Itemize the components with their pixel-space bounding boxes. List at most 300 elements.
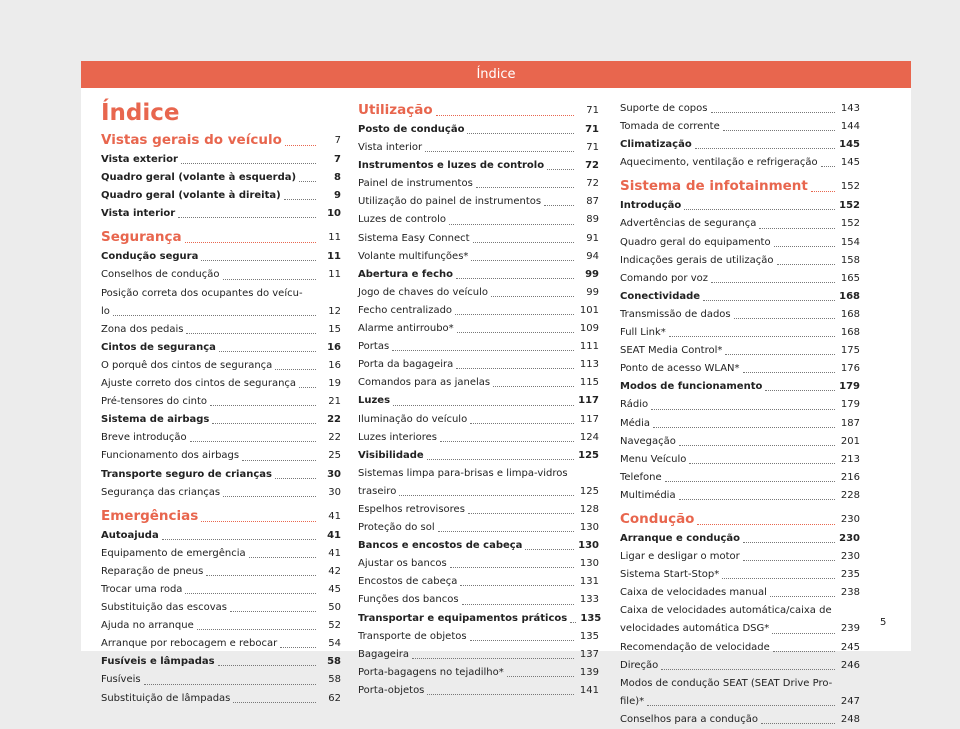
toc-entry[interactable]	[358, 157, 599, 175]
toc-entry-label: velocidades automática DSG*	[620, 623, 770, 635]
toc-entry[interactable]	[101, 527, 341, 545]
toc-entry-page: 144	[840, 121, 860, 133]
toc-entry-label: Porta-bagagens no tejadilho*	[358, 666, 504, 678]
toc-entry[interactable]	[620, 415, 860, 433]
dot-leader	[223, 279, 317, 280]
dot-leader	[711, 282, 835, 283]
dot-leader	[491, 296, 574, 297]
toc-entry-page: 42	[328, 565, 341, 577]
toc-entry-label: Modos de funcionamento	[620, 381, 763, 393]
toc-entry[interactable]	[620, 657, 860, 675]
toc-entry[interactable]	[620, 118, 860, 136]
toc-entry[interactable]	[358, 411, 599, 429]
toc-entry-label: Quadro geral do equipamento	[620, 236, 771, 248]
toc-entry[interactable]	[358, 519, 599, 537]
dot-leader	[703, 300, 835, 301]
toc-entry-label: Conectividade	[620, 290, 701, 302]
toc-entry[interactable]	[101, 169, 341, 187]
dot-leader	[773, 651, 835, 652]
header-banner: Índice	[81, 61, 911, 88]
toc-entry[interactable]	[358, 338, 599, 356]
toc-entry[interactable]	[620, 342, 860, 360]
toc-entry-label: Segurança das crianças	[101, 486, 221, 498]
toc-entry[interactable]	[620, 711, 860, 729]
toc-entry-label: Bagageira	[358, 648, 409, 660]
dot-leader	[679, 499, 835, 500]
dot-leader	[821, 166, 835, 167]
toc-entry-label: Breve introdução	[101, 432, 187, 444]
toc-entry-page: 130	[578, 540, 599, 552]
toc-entry[interactable]	[620, 100, 860, 118]
toc-entry-label: Zona dos pedais	[101, 323, 184, 335]
dot-leader	[201, 521, 316, 522]
toc-entry[interactable]	[101, 248, 341, 266]
toc-entry-page: 117	[578, 395, 599, 407]
toc-entry-label: Telefone	[620, 471, 662, 483]
dot-leader	[695, 148, 835, 149]
toc-entry[interactable]	[358, 483, 599, 501]
toc-entry[interactable]	[358, 193, 599, 211]
toc-entry-label: Transporte de objetos	[358, 630, 467, 642]
toc-entry-page: 187	[840, 417, 860, 429]
toc-entry-label: traseiro	[358, 485, 397, 497]
toc-entry[interactable]	[620, 154, 860, 172]
dot-leader	[811, 191, 835, 192]
toc-entry-line: Sistemas limpa para-brisas e limpa-vidros	[358, 467, 568, 479]
toc-entry-label: Utilização	[358, 102, 433, 118]
toc-entry[interactable]	[101, 617, 341, 635]
toc-entry[interactable]	[101, 690, 341, 708]
dot-leader	[772, 633, 835, 634]
toc-entry-page: 141	[579, 684, 599, 696]
toc-entry[interactable]	[358, 628, 599, 646]
dot-leader	[669, 336, 835, 337]
dot-leader	[285, 145, 316, 146]
toc-entry[interactable]	[358, 664, 599, 682]
toc-entry-label: Condução segura	[101, 251, 199, 263]
toc-entry[interactable]	[101, 447, 341, 465]
toc-entry[interactable]	[358, 302, 599, 320]
toc-entry-label: Indicações gerais de utilização	[620, 254, 774, 266]
dot-leader	[392, 350, 574, 351]
toc-entry-page: 11	[328, 232, 341, 244]
toc-entry[interactable]	[358, 248, 599, 266]
toc-entry-label: Caixa de velocidades manual	[620, 587, 767, 599]
toc-entry[interactable]	[101, 393, 341, 411]
toc-entry-label: Porta-objetos	[358, 684, 425, 696]
toc-section-heading[interactable]	[358, 100, 599, 121]
toc-entry-label: Substituição de lâmpadas	[101, 692, 231, 704]
toc-entry[interactable]	[101, 321, 341, 339]
toc-entry-page: 130	[579, 558, 599, 570]
dot-leader	[440, 441, 574, 442]
toc-entry[interactable]	[358, 284, 599, 302]
toc-entry[interactable]	[358, 555, 599, 573]
toc-entry-page: 16	[327, 341, 341, 353]
toc-entry[interactable]	[358, 211, 599, 229]
dot-leader	[181, 163, 316, 164]
dot-leader	[665, 481, 835, 482]
toc-entry-label: Média	[620, 417, 651, 429]
toc-entry-label: Luzes	[358, 395, 391, 407]
dot-leader	[777, 264, 836, 265]
toc-entry[interactable]	[101, 375, 341, 393]
toc-entry-page: 9	[334, 190, 341, 202]
dot-leader	[722, 578, 835, 579]
toc-entry[interactable]	[101, 581, 341, 599]
toc-entry[interactable]	[620, 639, 860, 657]
toc-entry-label: Introdução	[620, 200, 682, 212]
toc-entry[interactable]	[101, 411, 341, 429]
toc-entry[interactable]	[620, 360, 860, 378]
toc-entry[interactable]	[358, 266, 599, 284]
toc-section-heading[interactable]	[101, 227, 341, 248]
toc-entry-page: 228	[840, 489, 860, 501]
toc-entry-label: Equipamento de emergência	[101, 547, 246, 559]
toc-entry-label: Conselhos de condução	[101, 269, 220, 281]
toc-entry[interactable]	[620, 469, 860, 487]
dot-leader	[275, 478, 316, 479]
toc-entry-label: Luzes interiores	[358, 431, 437, 443]
toc-entry-page: 62	[328, 692, 341, 704]
toc-entry-label: Portas	[358, 341, 390, 353]
toc-entry-label: file)*	[620, 695, 645, 707]
toc-entry-page: 52	[328, 620, 341, 632]
page-title: Índice	[101, 100, 180, 126]
dot-leader	[275, 369, 316, 370]
toc-entry-page: 111	[579, 341, 599, 353]
toc-entry[interactable]	[101, 187, 341, 205]
toc-entry-label: lo	[101, 305, 110, 317]
toc-entry[interactable]	[101, 563, 341, 581]
toc-entry[interactable]	[620, 270, 860, 288]
toc-entry-label: Arranque e condução	[620, 532, 741, 544]
dot-leader	[450, 567, 574, 568]
toc-entry[interactable]	[358, 139, 599, 157]
toc-column-3	[620, 100, 860, 729]
toc-entry[interactable]	[101, 205, 341, 223]
toc-entry-label: Transporte seguro de crianças	[101, 468, 272, 480]
dot-leader	[219, 351, 316, 352]
dot-leader	[743, 560, 835, 561]
dot-leader	[471, 260, 574, 261]
toc-entry-label: Painel de instrumentos	[358, 178, 473, 190]
toc-entry-label: Condução	[620, 510, 695, 527]
toc-entry-page: 135	[579, 630, 599, 642]
dot-leader	[399, 495, 574, 496]
toc-entry-label: Sistema de airbags	[101, 414, 210, 426]
toc-entry-page: 89	[586, 214, 599, 226]
toc-entry-page: 176	[840, 363, 860, 375]
toc-entry[interactable]	[101, 545, 341, 563]
toc-entry-label: Funcionamento dos airbags	[101, 450, 240, 462]
dot-leader	[743, 372, 835, 373]
toc-entry-page: 71	[585, 124, 599, 135]
toc-entry[interactable]	[358, 682, 599, 700]
toc-entry[interactable]	[358, 374, 599, 392]
toc-entry[interactable]	[620, 378, 860, 396]
toc-entry-page: 143	[840, 103, 860, 114]
toc-entry[interactable]	[101, 151, 341, 169]
dot-leader	[242, 460, 316, 461]
dot-leader	[544, 205, 574, 206]
toc-entry[interactable]	[358, 175, 599, 193]
toc-entry[interactable]	[358, 501, 599, 519]
toc-entry-label: Vista interior	[101, 208, 176, 220]
toc-entry-page: 45	[328, 583, 341, 595]
toc-entry-page: 137	[579, 648, 599, 660]
toc-entry-page: 133	[579, 594, 599, 606]
dot-leader	[197, 629, 316, 630]
toc-entry-page: 145	[839, 139, 860, 151]
toc-entry-label: Iluminação do veículo	[358, 413, 468, 425]
dot-leader	[162, 539, 316, 540]
toc-entry[interactable]	[101, 635, 341, 653]
dot-leader	[223, 496, 316, 497]
toc-entry-page: 130	[579, 522, 599, 534]
toc-entry[interactable]	[620, 693, 860, 711]
dot-leader	[470, 423, 574, 424]
toc-entry[interactable]	[620, 566, 860, 584]
toc-entry[interactable]	[101, 266, 341, 284]
toc-entry[interactable]	[101, 357, 341, 375]
toc-column-2	[358, 100, 602, 700]
dot-leader	[661, 669, 835, 670]
toc-entry-page: 235	[840, 569, 860, 581]
dot-leader	[210, 405, 316, 406]
toc-entry[interactable]	[358, 573, 599, 591]
toc-entry-page: 247	[840, 695, 860, 707]
toc-entry[interactable]	[358, 320, 599, 338]
dot-leader	[697, 524, 835, 525]
dot-leader	[144, 684, 316, 685]
toc-entry-page: 30	[327, 468, 341, 480]
dot-leader	[218, 665, 316, 666]
toc-entry[interactable]	[620, 324, 860, 342]
toc-entry[interactable]	[620, 548, 860, 566]
toc-entry-page: 158	[840, 254, 860, 266]
toc-section-heading[interactable]	[620, 176, 860, 197]
dot-leader	[765, 390, 835, 391]
toc-entry-label: Emergências	[101, 507, 199, 524]
toc-entry[interactable]	[358, 591, 599, 609]
dot-leader	[689, 463, 835, 464]
toc-entry-label: Conselhos para a condução	[620, 713, 759, 725]
dot-leader	[711, 112, 836, 113]
toc-entry[interactable]	[358, 392, 599, 410]
toc-entry-page: 128	[579, 503, 599, 515]
toc-entry-label: Climatização	[620, 139, 692, 151]
toc-entry-page: 11	[327, 251, 341, 263]
toc-entry[interactable]	[620, 288, 860, 306]
toc-entry[interactable]	[620, 451, 860, 469]
dot-leader	[462, 604, 574, 605]
toc-entry-page: 152	[840, 181, 860, 193]
toc-entry-label: Porta da bagageira	[358, 359, 454, 371]
toc-entry-page: 109	[579, 323, 599, 335]
toc-entry[interactable]	[620, 136, 860, 154]
toc-entry-page: 175	[840, 345, 860, 357]
toc-entry-page: 131	[579, 576, 599, 588]
toc-entry-page: 216	[840, 471, 860, 483]
toc-entry-label: Autoajuda	[101, 529, 159, 541]
dot-leader	[734, 318, 835, 319]
dot-leader	[190, 441, 316, 442]
toc-entry-label: Aquecimento, ventilação e refrigeração	[620, 157, 818, 169]
toc-entry-label: Transportar e equipamentos práticos	[358, 612, 568, 624]
toc-entry-label: Jogo de chaves do veículo	[358, 286, 489, 298]
toc-entry[interactable]	[358, 121, 599, 139]
dot-leader	[759, 228, 835, 229]
dot-leader	[178, 217, 316, 218]
toc-entry[interactable]	[620, 584, 860, 602]
toc-entry-label: Vistas gerais do veículo	[101, 132, 282, 148]
toc-entry-page: 154	[840, 236, 860, 248]
toc-entry[interactable]	[101, 653, 341, 671]
toc-entry-label: Ajustar os bancos	[358, 558, 447, 570]
toc-entry-page: 101	[579, 304, 599, 316]
dot-leader	[570, 622, 576, 623]
toc-entry-page: 30	[328, 486, 341, 498]
toc-entry[interactable]	[358, 447, 599, 465]
dot-leader	[774, 246, 835, 247]
toc-entry-page: 7	[334, 135, 341, 146]
toc-column-1	[101, 100, 341, 708]
toc-section-heading[interactable]	[620, 509, 860, 530]
toc-entry-line: Modos de condução SEAT (SEAT Drive Pro-	[620, 677, 833, 689]
dot-leader	[679, 445, 835, 446]
toc-entry-label: Utilização do painel de instrumentos	[358, 196, 542, 208]
toc-entry[interactable]	[620, 487, 860, 505]
dot-leader	[457, 332, 574, 333]
toc-entry-page: 124	[579, 431, 599, 443]
toc-entry-page: 165	[840, 272, 860, 284]
dot-leader	[493, 386, 574, 387]
toc-entry-page: 71	[586, 142, 599, 154]
toc-entry[interactable]	[620, 530, 860, 548]
toc-entry-page: 152	[839, 200, 860, 212]
toc-entry-label: Fusíveis	[101, 674, 141, 686]
toc-entry-label: Proteção do sol	[358, 522, 435, 534]
toc-entry-page: 91	[586, 232, 599, 244]
toc-entry-page: 22	[328, 432, 341, 444]
toc-entry[interactable]	[101, 339, 341, 357]
toc-entry-line: Caixa de velocidades automática/caixa de	[620, 605, 832, 617]
toc-entry-page: 99	[585, 268, 599, 280]
toc-entry-page: 25	[328, 450, 341, 462]
toc-entry[interactable]	[358, 537, 599, 555]
toc-section-heading[interactable]	[101, 506, 341, 527]
toc-entry-label: Quadro geral (volante à esquerda)	[101, 172, 297, 184]
toc-entry[interactable]	[620, 620, 860, 638]
dot-leader	[653, 427, 835, 428]
dot-leader	[651, 409, 835, 410]
toc-entry[interactable]	[101, 429, 341, 447]
toc-entry-page: 94	[586, 250, 599, 262]
toc-entry-page: 21	[328, 396, 341, 408]
toc-entry[interactable]	[358, 429, 599, 447]
dot-leader	[186, 333, 316, 334]
toc-entry-label: Multimédia	[620, 489, 676, 501]
toc-entry[interactable]	[620, 396, 860, 414]
toc-entry[interactable]	[358, 356, 599, 374]
toc-entry-page: 71	[586, 105, 599, 116]
dot-leader	[425, 151, 574, 152]
toc-entry-page: 152	[840, 218, 860, 230]
toc-entry[interactable]	[101, 484, 341, 502]
toc-entry-page: 58	[327, 656, 341, 668]
toc-entry-line: Posição correta dos ocupantes do veícu-	[101, 287, 303, 299]
toc-entry-label: Bancos e encostos de cabeça	[358, 540, 523, 552]
toc-entry-label: Vista interior	[358, 142, 423, 154]
toc-entry-label: Segurança	[101, 229, 182, 246]
toc-entry-label: Recomendação de velocidade	[620, 641, 770, 653]
dot-leader	[723, 130, 835, 131]
toc-entry-label: Luzes de controlo	[358, 214, 446, 226]
toc-entry-label: Cintos de segurança	[101, 341, 216, 353]
toc-entry-label: Rádio	[620, 399, 649, 411]
toc-entry-label: Comando por voz	[620, 272, 708, 284]
toc-entry-label: Ponto de acesso WLAN*	[620, 363, 740, 375]
toc-entry[interactable]	[620, 234, 860, 252]
toc-entry-page: 12	[328, 305, 341, 317]
toc-entry[interactable]	[620, 306, 860, 324]
toc-entry-page: 238	[840, 587, 860, 599]
dot-leader	[460, 585, 574, 586]
dot-leader	[427, 694, 574, 695]
toc-entry-label: Menu Veículo	[620, 453, 687, 465]
toc-entry-page: 117	[579, 413, 599, 425]
page-number: 5	[880, 617, 887, 628]
dot-leader	[456, 278, 574, 279]
toc-entry-page: 58	[328, 674, 341, 686]
toc-entry-label: Quadro geral (volante à direita)	[101, 190, 281, 202]
toc-entry-label: Abertura e fecho	[358, 268, 453, 280]
toc-entry-label: Comandos para as janelas	[358, 377, 491, 389]
toc-entry-label: Pré-tensores do cinto	[101, 396, 207, 408]
toc-entry-page: 179	[839, 381, 860, 393]
toc-entry[interactable]	[620, 215, 860, 233]
toc-entry[interactable]	[101, 466, 341, 484]
toc-entry-label: Sistema Start-Stop*	[620, 569, 720, 581]
toc-entry[interactable]	[101, 671, 341, 689]
toc-entry-page: 125	[578, 449, 599, 461]
toc-entry-label: Navegação	[620, 435, 676, 447]
dot-leader	[299, 181, 316, 182]
dot-leader	[113, 315, 316, 316]
toc-entry[interactable]	[358, 230, 599, 248]
toc-entry[interactable]	[101, 599, 341, 617]
toc-section-heading[interactable]	[101, 130, 341, 151]
toc-entry[interactable]	[620, 197, 860, 215]
dot-leader	[185, 593, 316, 594]
dot-leader	[456, 368, 574, 369]
toc-entry-page: 41	[328, 547, 341, 559]
toc-entry[interactable]	[620, 252, 860, 270]
toc-entry-label: Encostos de cabeça	[358, 576, 458, 588]
toc-entry[interactable]	[358, 610, 602, 628]
toc-entry-page: 87	[586, 196, 599, 208]
toc-entry-label: Arranque por rebocagem e rebocar	[101, 638, 278, 650]
toc-entry[interactable]	[358, 646, 599, 664]
dot-leader	[280, 647, 316, 648]
toc-entry[interactable]	[101, 303, 341, 321]
toc-entry[interactable]	[620, 433, 860, 451]
toc-entry-page: 54	[328, 638, 341, 650]
toc-entry-page: 201	[840, 435, 860, 447]
dot-leader	[449, 224, 574, 225]
dot-leader	[412, 658, 574, 659]
